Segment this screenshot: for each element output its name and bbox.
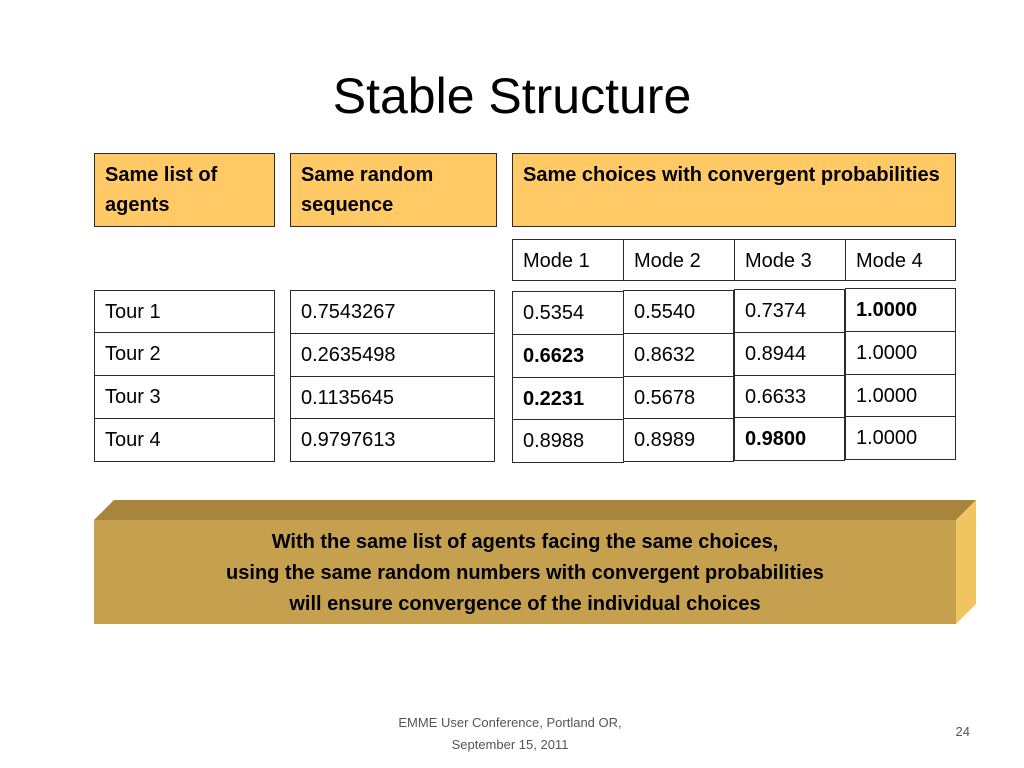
tour-cell: Tour 1: [94, 290, 275, 334]
header-same-choices: Same choices with convergent probabilities: [512, 153, 956, 227]
footer-line-2: September 15, 2011: [451, 737, 569, 752]
banner-text: [94, 527, 956, 620]
tour-cell: Tour 3: [94, 375, 275, 419]
random-cell: 0.2635498: [290, 333, 495, 377]
mode2-cell: 0.8632: [623, 333, 734, 377]
mode4-cell-selected: 1.0000: [845, 288, 956, 332]
tour-cell: Tour 4: [94, 418, 275, 462]
mode2-cell: 0.5678: [623, 376, 734, 420]
mode-header-4: Mode 4: [845, 239, 956, 281]
slide-title: Stable Structure: [332, 68, 692, 124]
random-cell: 0.9797613: [290, 418, 495, 462]
mode-header-3: Mode 3: [734, 239, 846, 281]
mode3-cell: 0.8944: [734, 332, 845, 376]
mode4-cell: 1.0000: [845, 374, 956, 418]
mode1-cell-selected: 0.2231: [512, 377, 624, 421]
mode-header-2: Mode 2: [623, 239, 735, 281]
banner-line-3: will ensure convergence of the individual choices: [289, 593, 761, 615]
banner-line-2: using the same random numbers with convergent probabilities: [226, 562, 824, 584]
header-same-random: Same random sequence: [290, 153, 497, 227]
mode3-cell: 0.6633: [734, 375, 845, 419]
mode4-cell: 1.0000: [845, 331, 956, 375]
mode3-cell: 0.7374: [734, 289, 845, 333]
footer-text: [370, 712, 650, 756]
mode1-cell: 0.5354: [512, 291, 624, 335]
conclusion-banner: [94, 500, 976, 624]
mode1-cell: 0.8988: [512, 419, 624, 463]
mode4-cell: 1.0000: [845, 416, 956, 460]
mode2-cell: 0.8989: [623, 418, 734, 462]
mode2-cell: 0.5540: [623, 290, 734, 334]
banner-line-1: With the same list of agents facing the same choices,: [271, 531, 779, 553]
mode1-cell-selected: 0.6623: [512, 334, 624, 378]
slide-number: 24: [955, 724, 970, 739]
random-cell: 0.1135645: [290, 376, 495, 420]
tour-cell: Tour 2: [94, 332, 275, 376]
header-same-agents: Same list of agents: [94, 153, 275, 227]
footer-line-1: EMME User Conference, Portland OR,: [398, 715, 622, 730]
mode-header-1: Mode 1: [512, 239, 624, 281]
random-cell: 0.7543267: [290, 290, 495, 334]
mode3-cell-selected: 0.9800: [734, 417, 845, 461]
